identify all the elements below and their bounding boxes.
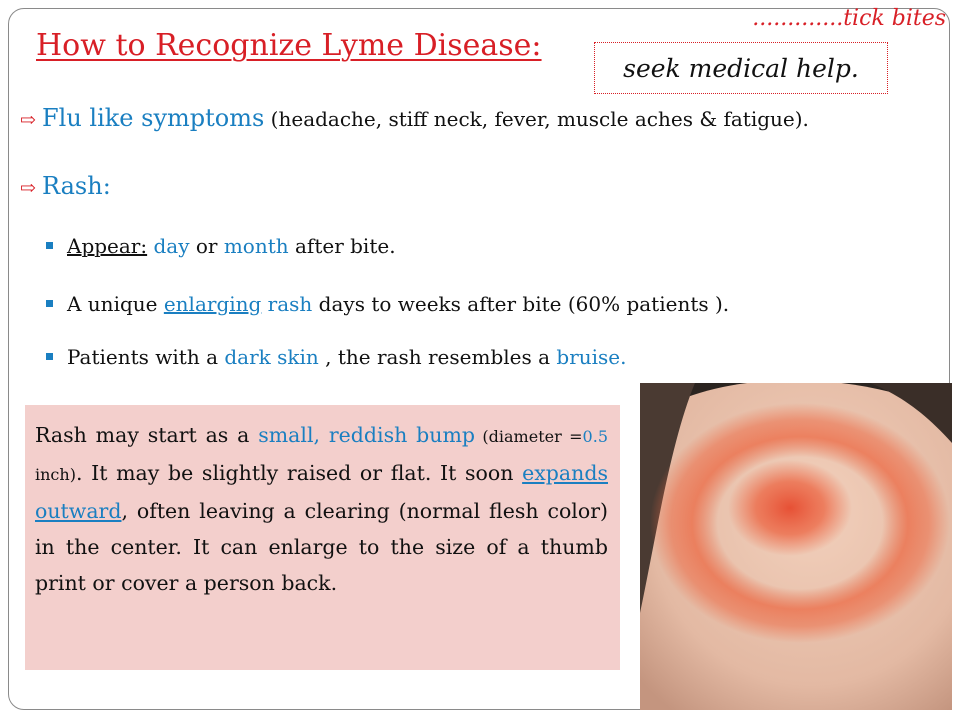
dark-skin: dark skin xyxy=(224,345,319,369)
square-bullet-icon xyxy=(46,353,53,360)
square-bullet-icon xyxy=(46,242,53,249)
dark-bruise: bruise. xyxy=(556,345,627,369)
appear-rest: after bite. xyxy=(288,234,396,258)
bullet-rash xyxy=(20,172,111,200)
outline-arrow-icon: ⇨ xyxy=(20,109,36,131)
appear-or: or xyxy=(189,234,224,258)
info-text: . It may be slightly raised or flat. It soon xyxy=(75,461,523,485)
outline-arrow-icon: ⇨ xyxy=(20,177,36,199)
rash-photo xyxy=(640,383,952,710)
flu-label: Flu like symptoms xyxy=(42,104,265,132)
info-diameter-unit: inch) xyxy=(35,465,76,484)
unique-pre: A unique xyxy=(67,292,164,316)
unique-rest: days to weeks after bite (60% patients ). xyxy=(312,292,730,316)
flu-detail: headache, stiff neck, fever, muscle aches & fatigue). xyxy=(278,107,809,131)
rash-label: Rash: xyxy=(42,172,111,200)
dark-mid: , the rash resembles a xyxy=(318,345,557,369)
sub-bullet-unique xyxy=(46,292,729,316)
info-text: Rash may start as a xyxy=(35,423,259,447)
bullet-flu xyxy=(20,104,809,132)
appear-label: Appear: xyxy=(67,234,148,258)
unique-enlarging: enlarging xyxy=(163,292,262,316)
rash-image-illustration xyxy=(640,383,952,710)
page-title: How to Recognize Lyme Disease: xyxy=(36,28,542,63)
square-bullet-icon xyxy=(46,300,53,307)
sub-bullet-appear xyxy=(46,234,396,258)
info-text: , often leaving a clearing (normal flesh color) in the center. It can enlarge to the size of a thumb print or cover a person back. xyxy=(35,499,608,595)
dark-pre: Patients with a xyxy=(67,345,225,369)
unique-rash: rash xyxy=(261,292,313,316)
rash-info-box xyxy=(25,405,620,670)
info-small-bump: small, reddish bump xyxy=(258,423,476,447)
sub-bullet-dark-skin xyxy=(46,345,627,369)
appear-day: day xyxy=(153,234,190,258)
flu-detail-open: ( xyxy=(264,107,279,131)
info-diameter-value: 0.5 xyxy=(582,427,608,446)
appear-month: month xyxy=(223,234,289,258)
info-diameter: (diameter = xyxy=(475,427,583,446)
info-expands-outward: expands outward xyxy=(35,461,608,523)
tick-bites-note: .............tick bites xyxy=(752,6,946,31)
seek-help-callout: seek medical help. xyxy=(594,42,888,94)
